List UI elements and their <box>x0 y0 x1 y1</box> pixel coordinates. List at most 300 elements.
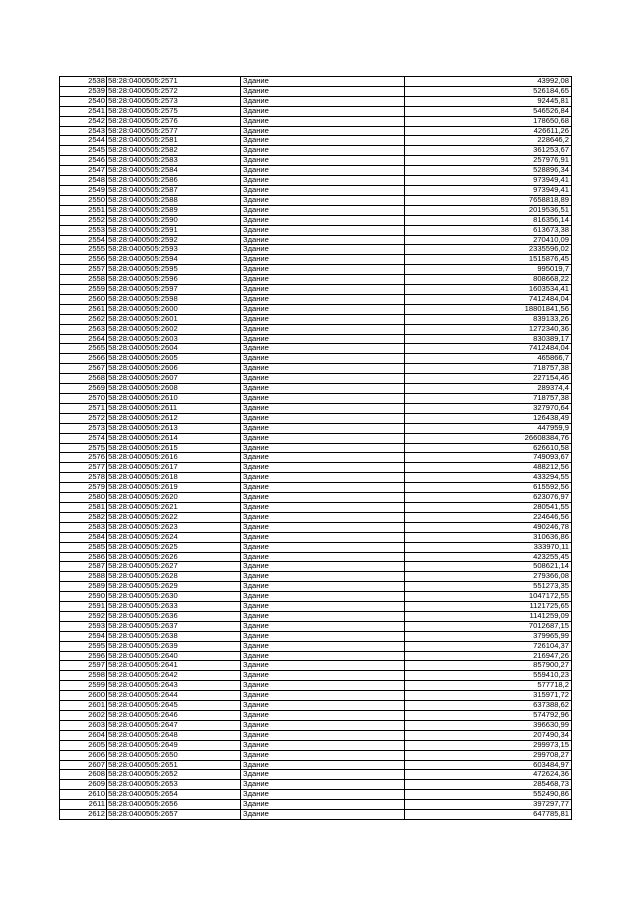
cadastral-number-cell: 58:28:0400505:2608 <box>107 384 241 394</box>
row-number-cell: 2601 <box>60 701 107 711</box>
cadastral-value-cell: 227154,46 <box>405 374 572 384</box>
table-row <box>60 463 572 473</box>
table-row <box>60 294 572 304</box>
row-number-cell: 2605 <box>60 740 107 750</box>
cadastral-number-cell: 58:28:0400505:2589 <box>107 205 241 215</box>
row-number-cell: 2579 <box>60 483 107 493</box>
cadastral-value-cell: 574792,96 <box>405 711 572 721</box>
cadastral-number-cell: 58:28:0400505:2591 <box>107 225 241 235</box>
row-number-cell: 2589 <box>60 582 107 592</box>
cadastral-value-cell: 718757,38 <box>405 394 572 404</box>
cadastral-number-cell: 58:28:0400505:2621 <box>107 502 241 512</box>
cadastral-number-cell: 58:28:0400505:2618 <box>107 473 241 483</box>
object-type-cell: Здание <box>241 582 405 592</box>
object-type-cell: Здание <box>241 314 405 324</box>
row-number-cell: 2554 <box>60 235 107 245</box>
cadastral-value-cell: 613673,38 <box>405 225 572 235</box>
cadastral-number-cell: 58:28:0400505:2625 <box>107 542 241 552</box>
table-row <box>60 314 572 324</box>
cadastral-value-cell: 623076,97 <box>405 493 572 503</box>
object-type-cell: Здание <box>241 235 405 245</box>
cadastral-number-cell: 58:28:0400505:2596 <box>107 275 241 285</box>
object-type-cell: Здание <box>241 423 405 433</box>
row-number-cell: 2564 <box>60 334 107 344</box>
table-row <box>60 621 572 631</box>
row-number-cell: 2581 <box>60 502 107 512</box>
table-row <box>60 443 572 453</box>
row-number-cell: 2594 <box>60 631 107 641</box>
cadastral-number-cell: 58:28:0400505:2651 <box>107 760 241 770</box>
row-number-cell: 2580 <box>60 493 107 503</box>
object-type-cell: Здание <box>241 185 405 195</box>
cadastral-value-cell: 577718,2 <box>405 681 572 691</box>
cadastral-number-cell: 58:28:0400505:2644 <box>107 691 241 701</box>
row-number-cell: 2565 <box>60 344 107 354</box>
object-type-cell: Здание <box>241 403 405 413</box>
object-type-cell: Здание <box>241 691 405 701</box>
object-type-cell: Здание <box>241 433 405 443</box>
object-type-cell: Здание <box>241 195 405 205</box>
cadastral-value-cell: 18801841,56 <box>405 304 572 314</box>
table-row <box>60 156 572 166</box>
cadastral-number-cell: 58:28:0400505:2629 <box>107 582 241 592</box>
row-number-cell: 2606 <box>60 750 107 760</box>
cadastral-number-cell: 58:28:0400505:2606 <box>107 364 241 374</box>
row-number-cell: 2563 <box>60 324 107 334</box>
cadastral-number-cell: 58:28:0400505:2641 <box>107 661 241 671</box>
cadastral-number-cell: 58:28:0400505:2590 <box>107 215 241 225</box>
table-row <box>60 245 572 255</box>
table-row <box>60 740 572 750</box>
cadastral-value-cell: 333970,11 <box>405 542 572 552</box>
object-type-cell: Здание <box>241 592 405 602</box>
object-type-cell: Здание <box>241 631 405 641</box>
row-number-cell: 2575 <box>60 443 107 453</box>
cadastral-number-cell: 58:28:0400505:2601 <box>107 314 241 324</box>
cadastral-value-cell: 551273,35 <box>405 582 572 592</box>
row-number-cell: 2572 <box>60 413 107 423</box>
row-number-cell: 2597 <box>60 661 107 671</box>
table-row <box>60 116 572 126</box>
row-number-cell: 2559 <box>60 285 107 295</box>
object-type-cell: Здание <box>241 661 405 671</box>
cadastral-number-cell: 58:28:0400505:2602 <box>107 324 241 334</box>
object-type-cell: Здание <box>241 176 405 186</box>
cadastral-value-cell: 488212,56 <box>405 463 572 473</box>
cadastral-value-cell: 726104,37 <box>405 641 572 651</box>
object-type-cell: Здание <box>241 651 405 661</box>
cadastral-value-cell: 472624,36 <box>405 770 572 780</box>
cadastral-number-cell: 58:28:0400505:2645 <box>107 701 241 711</box>
cadastral-value-cell: 279366,08 <box>405 572 572 582</box>
object-type-cell: Здание <box>241 166 405 176</box>
row-number-cell: 2599 <box>60 681 107 691</box>
cadastral-number-cell: 58:28:0400505:2630 <box>107 592 241 602</box>
table-row <box>60 572 572 582</box>
table-row <box>60 384 572 394</box>
table-row <box>60 542 572 552</box>
table-row <box>60 582 572 592</box>
row-number-cell: 2546 <box>60 156 107 166</box>
cadastral-value-cell: 178650,68 <box>405 116 572 126</box>
object-type-cell: Здание <box>241 324 405 334</box>
table-row <box>60 403 572 413</box>
object-type-cell: Здание <box>241 522 405 532</box>
object-type-cell: Здание <box>241 473 405 483</box>
cadastral-number-cell: 58:28:0400505:2611 <box>107 403 241 413</box>
object-type-cell: Здание <box>241 740 405 750</box>
object-type-cell: Здание <box>241 245 405 255</box>
object-type-cell: Здание <box>241 156 405 166</box>
table-row <box>60 730 572 740</box>
cadastral-value-cell: 7412484,04 <box>405 294 572 304</box>
object-type-cell: Здание <box>241 602 405 612</box>
table-row <box>60 592 572 602</box>
table-row <box>60 512 572 522</box>
cadastral-value-cell: 973949,41 <box>405 176 572 186</box>
object-type-cell: Здание <box>241 116 405 126</box>
row-number-cell: 2540 <box>60 96 107 106</box>
cadastral-number-cell: 58:28:0400505:2572 <box>107 86 241 96</box>
cadastral-number-cell: 58:28:0400505:2603 <box>107 334 241 344</box>
object-type-cell: Здание <box>241 800 405 810</box>
row-number-cell: 2591 <box>60 602 107 612</box>
row-number-cell: 2596 <box>60 651 107 661</box>
row-number-cell: 2590 <box>60 592 107 602</box>
row-number-cell: 2538 <box>60 77 107 87</box>
row-number-cell: 2577 <box>60 463 107 473</box>
object-type-cell: Здание <box>241 611 405 621</box>
table-row <box>60 285 572 295</box>
table-row <box>60 176 572 186</box>
cadastral-value-cell: 280541,55 <box>405 502 572 512</box>
object-type-cell: Здание <box>241 225 405 235</box>
cadastral-value-cell: 92445,81 <box>405 96 572 106</box>
table-row <box>60 532 572 542</box>
table-row <box>60 225 572 235</box>
row-number-cell: 2602 <box>60 711 107 721</box>
cadastral-number-cell: 58:28:0400505:2654 <box>107 790 241 800</box>
cadastral-value-cell: 310636,86 <box>405 532 572 542</box>
table-row <box>60 146 572 156</box>
cadastral-number-cell: 58:28:0400505:2586 <box>107 176 241 186</box>
object-type-cell: Здание <box>241 285 405 295</box>
row-number-cell: 2588 <box>60 572 107 582</box>
table-row <box>60 275 572 285</box>
object-type-cell: Здание <box>241 126 405 136</box>
cadastral-table-sheet <box>59 76 572 820</box>
cadastral-number-cell: 58:28:0400505:2638 <box>107 631 241 641</box>
cadastral-number-cell: 58:28:0400505:2583 <box>107 156 241 166</box>
row-number-cell: 2574 <box>60 433 107 443</box>
row-number-cell: 2560 <box>60 294 107 304</box>
row-number-cell: 2600 <box>60 691 107 701</box>
row-number-cell: 2543 <box>60 126 107 136</box>
cadastral-value-cell: 647785,81 <box>405 810 572 820</box>
table-row <box>60 235 572 245</box>
table-row <box>60 106 572 116</box>
object-type-cell: Здание <box>241 483 405 493</box>
table-row <box>60 631 572 641</box>
cadastral-value-cell: 816356,14 <box>405 215 572 225</box>
cadastral-value-cell: 839133,26 <box>405 314 572 324</box>
table-row <box>60 334 572 344</box>
table-row <box>60 651 572 661</box>
table-row <box>60 265 572 275</box>
cadastral-number-cell: 58:28:0400505:2582 <box>107 146 241 156</box>
row-number-cell: 2587 <box>60 562 107 572</box>
cadastral-number-cell: 58:28:0400505:2646 <box>107 711 241 721</box>
row-number-cell: 2548 <box>60 176 107 186</box>
cadastral-table <box>59 76 572 820</box>
table-row <box>60 423 572 433</box>
object-type-cell: Здание <box>241 334 405 344</box>
cadastral-number-cell: 58:28:0400505:2619 <box>107 483 241 493</box>
object-type-cell: Здание <box>241 453 405 463</box>
object-type-cell: Здание <box>241 364 405 374</box>
object-type-cell: Здание <box>241 255 405 265</box>
table-row <box>60 611 572 621</box>
row-number-cell: 2595 <box>60 641 107 651</box>
table-row <box>60 205 572 215</box>
object-type-cell: Здание <box>241 294 405 304</box>
object-type-cell: Здание <box>241 711 405 721</box>
cadastral-value-cell: 465866,7 <box>405 354 572 364</box>
table-row <box>60 493 572 503</box>
object-type-cell: Здание <box>241 641 405 651</box>
table-row <box>60 136 572 146</box>
cadastral-value-cell: 257976,91 <box>405 156 572 166</box>
cadastral-number-cell: 58:28:0400505:2656 <box>107 800 241 810</box>
object-type-cell: Здание <box>241 750 405 760</box>
row-number-cell: 2567 <box>60 364 107 374</box>
cadastral-number-cell: 58:28:0400505:2577 <box>107 126 241 136</box>
cadastral-number-cell: 58:28:0400505:2652 <box>107 770 241 780</box>
table-row <box>60 502 572 512</box>
table-row <box>60 681 572 691</box>
cadastral-value-cell: 1603534,41 <box>405 285 572 295</box>
table-row <box>60 671 572 681</box>
object-type-cell: Здание <box>241 493 405 503</box>
cadastral-number-cell: 58:28:0400505:2626 <box>107 552 241 562</box>
row-number-cell: 2541 <box>60 106 107 116</box>
object-type-cell: Здание <box>241 681 405 691</box>
object-type-cell: Здание <box>241 770 405 780</box>
cadastral-value-cell: 426611,26 <box>405 126 572 136</box>
row-number-cell: 2570 <box>60 394 107 404</box>
object-type-cell: Здание <box>241 532 405 542</box>
object-type-cell: Здание <box>241 354 405 364</box>
cadastral-value-cell: 228646,2 <box>405 136 572 146</box>
table-row <box>60 552 572 562</box>
table-row <box>60 126 572 136</box>
row-number-cell: 2593 <box>60 621 107 631</box>
row-number-cell: 2586 <box>60 552 107 562</box>
object-type-cell: Здание <box>241 720 405 730</box>
cadastral-number-cell: 58:28:0400505:2592 <box>107 235 241 245</box>
cadastral-value-cell: 361253,67 <box>405 146 572 156</box>
cadastral-number-cell: 58:28:0400505:2612 <box>107 413 241 423</box>
table-row <box>60 661 572 671</box>
cadastral-value-cell: 718757,38 <box>405 364 572 374</box>
cadastral-number-cell: 58:28:0400505:2584 <box>107 166 241 176</box>
cadastral-value-cell: 26608384,76 <box>405 433 572 443</box>
cadastral-number-cell: 58:28:0400505:2600 <box>107 304 241 314</box>
cadastral-value-cell: 216947,26 <box>405 651 572 661</box>
object-type-cell: Здание <box>241 671 405 681</box>
cadastral-number-cell: 58:28:0400505:2622 <box>107 512 241 522</box>
row-number-cell: 2557 <box>60 265 107 275</box>
object-type-cell: Здание <box>241 384 405 394</box>
cadastral-number-cell: 58:28:0400505:2650 <box>107 750 241 760</box>
row-number-cell: 2539 <box>60 86 107 96</box>
row-number-cell: 2566 <box>60 354 107 364</box>
object-type-cell: Здание <box>241 265 405 275</box>
object-type-cell: Здание <box>241 542 405 552</box>
row-number-cell: 2592 <box>60 611 107 621</box>
cadastral-number-cell: 58:28:0400505:2642 <box>107 671 241 681</box>
cadastral-value-cell: 546526,84 <box>405 106 572 116</box>
cadastral-value-cell: 603484,97 <box>405 760 572 770</box>
cadastral-value-cell: 379965,99 <box>405 631 572 641</box>
object-type-cell: Здание <box>241 205 405 215</box>
row-number-cell: 2542 <box>60 116 107 126</box>
cadastral-number-cell: 58:28:0400505:2647 <box>107 720 241 730</box>
cadastral-value-cell: 526184,65 <box>405 86 572 96</box>
cadastral-number-cell: 58:28:0400505:2649 <box>107 740 241 750</box>
object-type-cell: Здание <box>241 394 405 404</box>
table-row <box>60 750 572 760</box>
cadastral-number-cell: 58:28:0400505:2637 <box>107 621 241 631</box>
row-number-cell: 2610 <box>60 790 107 800</box>
table-row <box>60 77 572 87</box>
cadastral-number-cell: 58:28:0400505:2581 <box>107 136 241 146</box>
table-row <box>60 394 572 404</box>
row-number-cell: 2561 <box>60 304 107 314</box>
table-row <box>60 473 572 483</box>
object-type-cell: Здание <box>241 344 405 354</box>
table-row <box>60 453 572 463</box>
row-number-cell: 2608 <box>60 770 107 780</box>
cadastral-number-cell: 58:28:0400505:2628 <box>107 572 241 582</box>
table-row <box>60 701 572 711</box>
object-type-cell: Здание <box>241 502 405 512</box>
row-number-cell: 2571 <box>60 403 107 413</box>
cadastral-number-cell: 58:28:0400505:2587 <box>107 185 241 195</box>
row-number-cell: 2583 <box>60 522 107 532</box>
cadastral-number-cell: 58:28:0400505:2653 <box>107 780 241 790</box>
row-number-cell: 2553 <box>60 225 107 235</box>
row-number-cell: 2603 <box>60 720 107 730</box>
object-type-cell: Здание <box>241 136 405 146</box>
table-row <box>60 780 572 790</box>
cadastral-value-cell: 299708,27 <box>405 750 572 760</box>
cadastral-value-cell: 1141259,09 <box>405 611 572 621</box>
cadastral-number-cell: 58:28:0400505:2657 <box>107 810 241 820</box>
table-row <box>60 720 572 730</box>
cadastral-value-cell: 749093,67 <box>405 453 572 463</box>
cadastral-number-cell: 58:28:0400505:2633 <box>107 602 241 612</box>
row-number-cell: 2556 <box>60 255 107 265</box>
table-row <box>60 562 572 572</box>
row-number-cell: 2545 <box>60 146 107 156</box>
cadastral-number-cell: 58:28:0400505:2571 <box>107 77 241 87</box>
cadastral-value-cell: 285468,73 <box>405 780 572 790</box>
table-row <box>60 522 572 532</box>
cadastral-number-cell: 58:28:0400505:2636 <box>107 611 241 621</box>
table-row <box>60 324 572 334</box>
row-number-cell: 2549 <box>60 185 107 195</box>
table-row <box>60 86 572 96</box>
cadastral-value-cell: 637388,62 <box>405 701 572 711</box>
row-number-cell: 2582 <box>60 512 107 522</box>
table-row <box>60 641 572 651</box>
cadastral-value-cell: 490246,78 <box>405 522 572 532</box>
row-number-cell: 2551 <box>60 205 107 215</box>
object-type-cell: Здание <box>241 562 405 572</box>
object-type-cell: Здание <box>241 512 405 522</box>
cadastral-number-cell: 58:28:0400505:2588 <box>107 195 241 205</box>
object-type-cell: Здание <box>241 621 405 631</box>
cadastral-value-cell: 1515876,45 <box>405 255 572 265</box>
cadastral-value-cell: 830389,17 <box>405 334 572 344</box>
table-row <box>60 691 572 701</box>
cadastral-value-cell: 857900,27 <box>405 661 572 671</box>
table-row <box>60 483 572 493</box>
cadastral-value-cell: 808668,22 <box>405 275 572 285</box>
cadastral-value-cell: 615592,56 <box>405 483 572 493</box>
object-type-cell: Здание <box>241 96 405 106</box>
cadastral-number-cell: 58:28:0400505:2620 <box>107 493 241 503</box>
row-number-cell: 2562 <box>60 314 107 324</box>
cadastral-number-cell: 58:28:0400505:2624 <box>107 532 241 542</box>
cadastral-number-cell: 58:28:0400505:2613 <box>107 423 241 433</box>
table-row <box>60 760 572 770</box>
cadastral-number-cell: 58:28:0400505:2610 <box>107 394 241 404</box>
cadastral-number-cell: 58:28:0400505:2615 <box>107 443 241 453</box>
cadastral-number-cell: 58:28:0400505:2614 <box>107 433 241 443</box>
cadastral-number-cell: 58:28:0400505:2623 <box>107 522 241 532</box>
table-row <box>60 602 572 612</box>
object-type-cell: Здание <box>241 730 405 740</box>
object-type-cell: Здание <box>241 106 405 116</box>
cadastral-value-cell: 423255,45 <box>405 552 572 562</box>
cadastral-number-cell: 58:28:0400505:2605 <box>107 354 241 364</box>
row-number-cell: 2607 <box>60 760 107 770</box>
object-type-cell: Здание <box>241 146 405 156</box>
row-number-cell: 2612 <box>60 810 107 820</box>
object-type-cell: Здание <box>241 374 405 384</box>
table-body <box>60 77 572 820</box>
row-number-cell: 2568 <box>60 374 107 384</box>
row-number-cell: 2578 <box>60 473 107 483</box>
cadastral-value-cell: 1121725,65 <box>405 602 572 612</box>
table-row <box>60 215 572 225</box>
row-number-cell: 2569 <box>60 384 107 394</box>
object-type-cell: Здание <box>241 701 405 711</box>
cadastral-value-cell: 299973,15 <box>405 740 572 750</box>
row-number-cell: 2609 <box>60 780 107 790</box>
cadastral-number-cell: 58:28:0400505:2616 <box>107 453 241 463</box>
table-row <box>60 711 572 721</box>
table-row <box>60 255 572 265</box>
cadastral-number-cell: 58:28:0400505:2627 <box>107 562 241 572</box>
cadastral-value-cell: 397297,77 <box>405 800 572 810</box>
object-type-cell: Здание <box>241 443 405 453</box>
table-row <box>60 344 572 354</box>
table-row <box>60 770 572 780</box>
object-type-cell: Здание <box>241 215 405 225</box>
